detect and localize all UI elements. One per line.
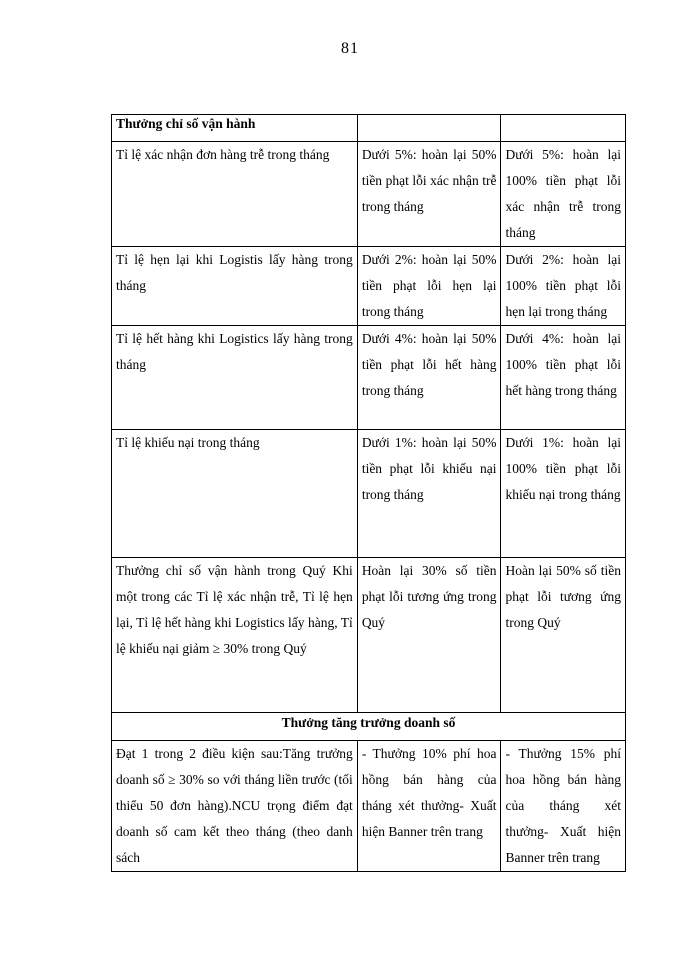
- tier1-cell: Dưới 1%: hoàn lại 50% tiền phạt lỗi khiếu nại trong tháng: [357, 430, 501, 558]
- page-number: 81: [341, 40, 359, 57]
- section-title-operations: Thưởng chỉ số vận hành: [112, 115, 358, 142]
- section-header-row: [112, 115, 626, 142]
- criterion-cell: Đạt 1 trong 2 điều kiện sau:Tăng trưởng doanh số ≥ 30% so với tháng liền trước (tối thiểu 50 đơn hàng).NCU trọng điểm đạt doanh số cam kết theo tháng (theo danh sách: [112, 741, 358, 872]
- tier2-cell: Hoàn lại 50% số tiền phạt lỗi tương ứng trong Quý: [501, 558, 626, 713]
- tier1-cell: - Thưởng 10% phí hoa hồng bán hàng của tháng xét thưởng- Xuất hiện Banner trên trang: [357, 741, 501, 872]
- table-row: [112, 326, 626, 430]
- tier1-cell: Dưới 4%: hoàn lại 50% tiền phạt lỗi hết hàng trong tháng: [357, 326, 501, 430]
- criterion-cell: Thưởng chỉ số vận hành trong Quý Khi một trong các Tỉ lệ xác nhận trễ, Tỉ lệ hẹn lại, Tỉ lệ hết hàng khi Logistics lấy hàng, Tỉ lệ khiếu nại giảm ≥ 30% trong Quý: [112, 558, 358, 713]
- criterion-cell: Tỉ lệ hẹn lại khi Logistis lấy hàng trong tháng: [112, 247, 358, 326]
- criterion-cell: Tỉ lệ khiếu nại trong tháng: [112, 430, 358, 558]
- tier2-cell: Dưới 5%: hoàn lại 100% tiền phạt lỗi xác nhận trễ trong tháng: [501, 142, 626, 247]
- table-row: [112, 142, 626, 247]
- table-row: [112, 247, 626, 326]
- reward-table: [111, 114, 626, 872]
- section-title-sales-growth: Thưởng tăng trưởng doanh số: [112, 713, 626, 741]
- criterion-cell: Tỉ lệ hết hàng khi Logistics lấy hàng trong tháng: [112, 326, 358, 430]
- tier1-cell: Hoàn lại 30% số tiền phạt lỗi tương ứng trong Quý: [357, 558, 501, 713]
- tier2-cell: Dưới 2%: hoàn lại 100% tiền phạt lỗi hẹn lại trong tháng: [501, 247, 626, 326]
- empty-cell: [501, 115, 626, 142]
- tier1-cell: Dưới 2%: hoàn lại 50% tiền phạt lỗi hẹn lại trong tháng: [357, 247, 501, 326]
- tier2-cell: Dưới 1%: hoàn lại 100% tiền phạt lỗi khiếu nại trong tháng: [501, 430, 626, 558]
- table-row: [112, 741, 626, 872]
- tier1-cell: Dưới 5%: hoàn lại 50% tiền phạt lỗi xác nhận trễ trong tháng: [357, 142, 501, 247]
- tier2-cell: - Thưởng 15% phí hoa hồng bán hàng của tháng xét thưởng- Xuất hiện Banner trên trang: [501, 741, 626, 872]
- empty-cell: [357, 115, 501, 142]
- table-row: [112, 558, 626, 713]
- tier2-cell: Dưới 4%: hoàn lại 100% tiền phạt lỗi hết hàng trong tháng: [501, 326, 626, 430]
- table-row: [112, 430, 626, 558]
- criterion-cell: Tỉ lệ xác nhận đơn hàng trễ trong tháng: [112, 142, 358, 247]
- section-header-row: [112, 713, 626, 741]
